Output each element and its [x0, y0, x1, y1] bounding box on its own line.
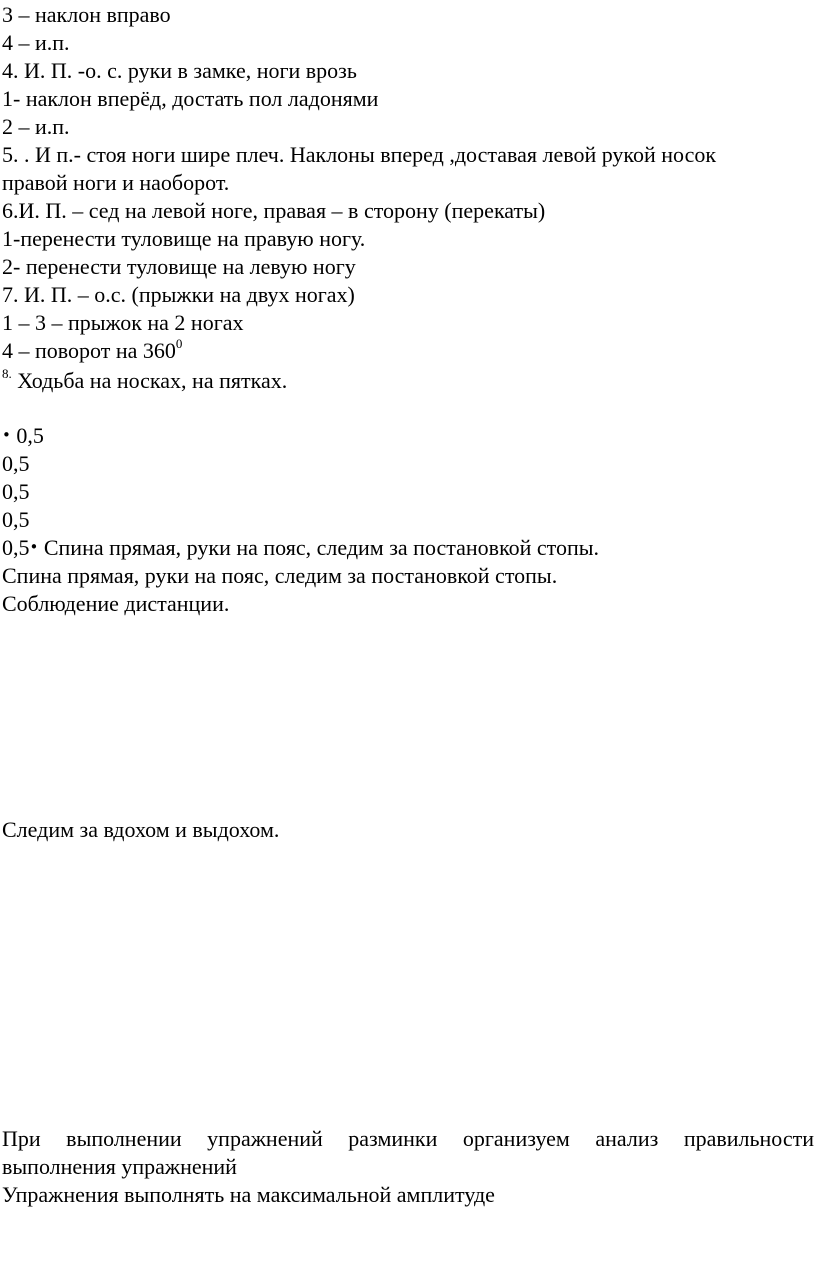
text-run: Спина прямая, руки на пояс, следим за постановкой стопы. [38, 535, 600, 560]
text-line: 1 – 3 – прыжок на 2 ногах [2, 310, 244, 335]
text-line: 3 – наклон вправо [2, 2, 171, 27]
text-line: 6.И. П. – сед на левой ноге, правая – в сторону (перекаты) [2, 198, 546, 223]
text-line [2, 422, 44, 452]
text-run: 0,5 [10, 423, 44, 448]
text-line: Спина прямая, руки на пояс, следим за постановкой стопы. [2, 563, 558, 588]
text-line: 1-перенести туловище на правую ногу. [2, 226, 366, 251]
text-line: 0,5 [2, 451, 30, 476]
bullet-icon: • [29, 538, 39, 556]
text-line: правой ноги и наоборот. [2, 170, 230, 195]
text-line: Упражнения выполнять на максимальной амплитуде [2, 1182, 495, 1207]
text-line: выполнения упражнений [2, 1154, 237, 1179]
degree-superscript: 0 [175, 335, 183, 351]
text-line [2, 534, 599, 564]
text-line: Соблюдение дистанции. [2, 591, 230, 616]
text-run: 0,5 [2, 535, 30, 560]
item-number-superscript: 8. [2, 365, 12, 381]
text-run: 4 – поворот на 360 [2, 338, 176, 363]
text-line: 4. И. П. -о. с. руки в замке, ноги врозь [2, 58, 357, 83]
text-line: 0,5 [2, 479, 30, 504]
text-line: При выполнении упражнений разминки организуем анализ правильности [2, 1126, 814, 1151]
text-line: 1- наклон вперёд, достать пол ладонями [2, 86, 379, 111]
text-line: 7. И. П. – о.с. (прыжки на двух ногах) [2, 282, 355, 307]
text-line: 4 – и.п. [2, 30, 70, 55]
text-line: Следим за вдохом и выдохом. [2, 817, 280, 842]
text-line: 0,5 [2, 507, 30, 532]
text-line [2, 337, 182, 365]
text-line: 2- перенести туловище на левую ногу [2, 254, 356, 279]
text-line: 5. . И п.- стоя ноги шире плеч. Наклоны вперед ,доставая левой рукой носок [2, 142, 717, 167]
text-line [2, 367, 287, 395]
text-line: 2 – и.п. [2, 114, 70, 139]
bullet-icon: • [2, 426, 11, 444]
text-run: Ходьба на носках, на пятках. [11, 368, 288, 393]
